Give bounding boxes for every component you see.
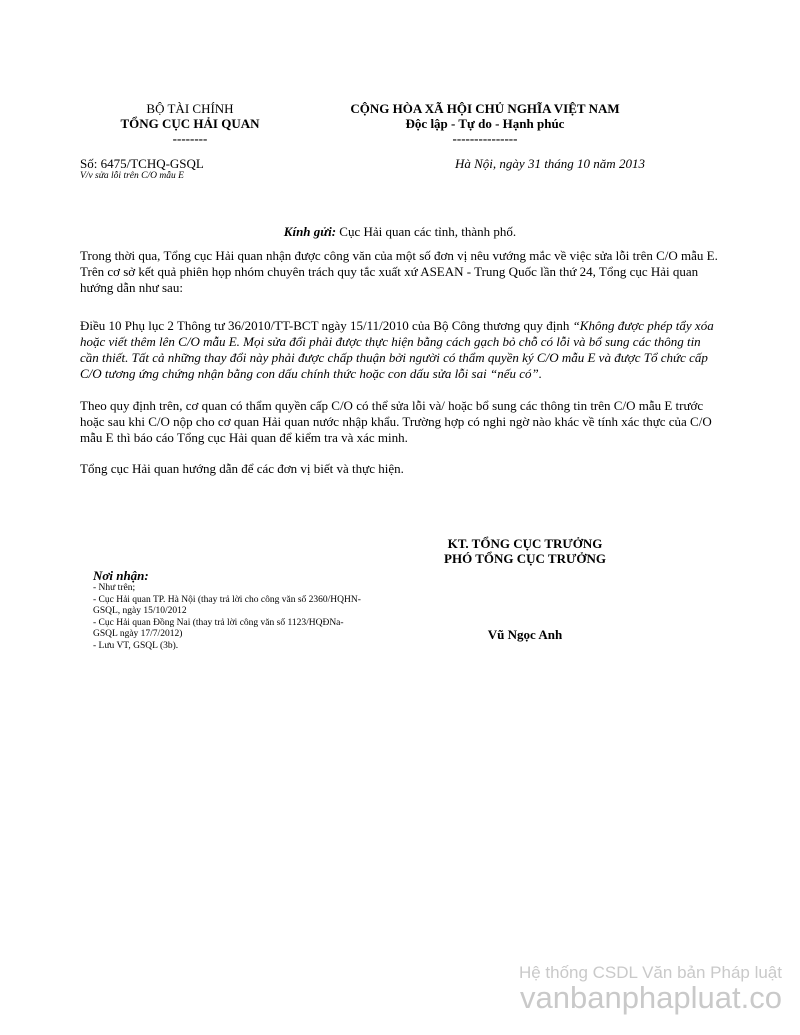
body-paragraph-1: Trong thời qua, Tổng cục Hải quan nhận được công văn của một số đơn vị nêu vướng mắc về việc sửa lỗi trên C/O mẫu E. Trên cơ sở kết quả phiên họp nhóm chuyên trách quy tắc xuất xứ ASEAN - Trung Quốc lần thứ 24, Tổng cục Hải quan hướng dẫn như sau: <box>80 248 718 295</box>
document-subject: V/v sửa lỗi trên C/O mẫu E <box>80 171 184 181</box>
signature-title-2: PHÓ TỔNG CỤC TRƯỞNG <box>444 551 606 566</box>
recipient-value: Cục Hải quan các tỉnh, thành phố. <box>336 224 517 239</box>
national-title-block <box>320 101 650 146</box>
signature-title-1: KT. TỔNG CỤC TRƯỞNG <box>447 536 603 551</box>
body-paragraph-2 <box>80 318 720 382</box>
signer-name: Vũ Ngọc Anh <box>487 627 563 642</box>
body-paragraph-3: Theo quy định trên, cơ quan có thẩm quyền cấp C/O có thể sửa lỗi và/ hoặc bổ sung các thông tin trên C/O mẫu E trước hoặc sau khi C/O nộp cho cơ quan Hải quan nước nhập khẩu. Trường hợp có nghi ngờ nào khác về tính xác thực của C/O mẫu E thì báo cáo Tổng cục Hải quan để kiểm tra và xác minh. <box>80 398 712 445</box>
list-item: - Cục Hải quan Đồng Nai (thay trả lời công văn số 1123/HQĐNa-GSQL ngày 17/7/2012) <box>93 617 344 639</box>
regulation-quote: “Không được phép tẩy xóa hoặc viết thêm lên C/O mẫu E. Mọi sửa đổi phải được thực hiện bằng cách gạch bỏ chỗ có lỗi và bổ sung các thông tin cần thiết. Tất cả những thay đổi này phải được chấp thuận bởi người có thẩm quyền ký C/O mẫu E và được Tổ chức cấp C/O tương ứng chứng nhận bằng con dấu chính thức hoặc con dấu sửa lỗi sai “nếu có”. <box>80 318 714 381</box>
issuing-agency-block <box>90 101 290 146</box>
document-number: Số: 6475/TCHQ-GSQL <box>80 156 204 171</box>
recipient-line <box>0 224 800 240</box>
watermark-caption: Hệ thống CSDL Văn bản Pháp luật <box>518 963 782 982</box>
department-name: TỔNG CỤC HẢI QUAN <box>120 116 260 131</box>
body-paragraph-4: Tổng cục Hải quan hướng dẫn để các đơn vị biết và thực hiện. <box>80 461 404 476</box>
list-item: - Như trên; <box>93 583 136 593</box>
right-separator: --------------- <box>452 131 518 146</box>
ministry-name: BỘ TÀI CHÍNH <box>146 101 234 116</box>
list-item: - Lưu VT, GSQL (3b). <box>93 640 179 651</box>
signature-block <box>400 536 650 566</box>
document-date: Hà Nội, ngày 31 tháng 10 năm 2013 <box>455 156 645 171</box>
national-motto: Độc lập - Tự do - Hạnh phúc <box>405 116 565 131</box>
watermark-url: vanbanphapluat.co <box>519 980 782 1015</box>
recipient-label: Kính gửi: <box>283 224 337 239</box>
country-name: CỘNG HÒA XÃ HỘI CHỦ NGHĨA VIỆT NAM <box>350 101 620 116</box>
list-item: - Cục Hải quan TP. Hà Nội (thay trả lời cho công văn số 2360/HQHN-GSQL, ngày 15/10/2012 <box>93 594 361 616</box>
recipients-title: Nơi nhận: <box>93 568 149 583</box>
regulation-reference: Điều 10 Phụ lục 2 Thông tư 36/2010/TT-BCT ngày 15/11/2010 của Bộ Công thương quy định <box>80 318 573 333</box>
recipients-list <box>93 568 363 652</box>
left-separator: -------- <box>172 131 208 146</box>
